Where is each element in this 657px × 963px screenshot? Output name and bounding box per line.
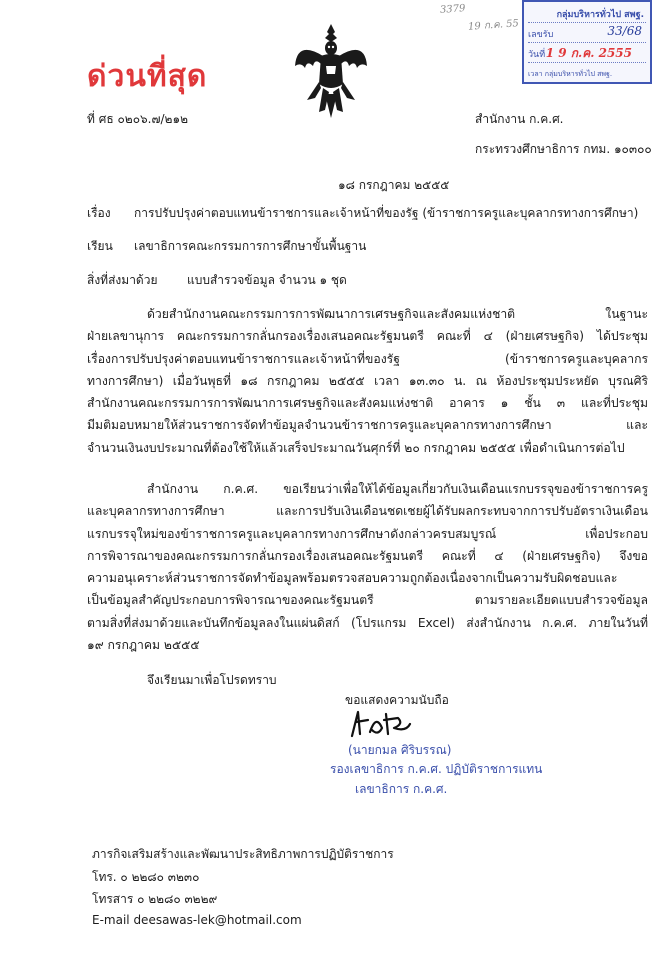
subject-label: เรื่อง [87, 206, 111, 220]
urgent-heading: ด่วนที่สุด [87, 59, 208, 94]
stamp-title: กลุ่มบริหารทั่วไป สพฐ. [556, 10, 644, 20]
telephone: โทร. ๐ ๒๒๘๐ ๓๒๓๐ [92, 870, 200, 884]
para2-line: ตามสิ่งที่ส่งมาด้วยและบันทึกข้อมูลลงในแผ่นดิสก์ (โปรแกรม Excel) ส่งสำนักงาน ก.ค.ศ. ภายในวันที่ [87, 615, 648, 630]
para2-line: ความอนุเคราะห์ส่วนราชการจัดทำข้อมูลพร้อมตรวจสอบความถูกต้องเนื่องจากเป็นความรับผิดชอบและ [87, 571, 618, 586]
para2-line: ๑๙ กรกฎาคม ๒๕๕๕ [87, 638, 200, 653]
document-number: ที่ ศธ ๐๒๐๖.๗/๒๑๒ [87, 112, 188, 126]
body-paragraph-1 [87, 303, 648, 459]
signature-icon [348, 706, 414, 742]
fax: โทรสาร ๐ ๒๒๘๐ ๓๒๒๙ [92, 892, 218, 906]
office-name: สำนักงาน ก.ค.ศ. [475, 112, 564, 126]
para2-line: การพิจารณาของคณะกรรมการกลั่นกรองเรื่องเสนอคณะรัฐมนตรี คณะที่ ๔ (ฝ่ายเศรษฐกิจ) จึงขอ [87, 548, 648, 563]
handwritten-number: 3379 [439, 3, 466, 16]
receive-stamp [522, 0, 652, 84]
para2-line: แรกบรรจุใหม่ของข้าราชการครูและบุคลากรทางการศึกษาดังกล่าวครบสมบูรณ์ เพื่อประกอบ [87, 526, 648, 541]
para1-line: จำนวนเงินงบประมาณที่ต้องใช้ให้แล้วเสร็จประมาณวันศุกร์ที่ ๒๐ กรกฎาคม ๒๕๕๕ เพื่อดำเนินการต่อไป [87, 440, 625, 455]
signer-position: รองเลขาธิการ ก.ค.ศ. ปฏิบัติราชการแทน [330, 762, 543, 776]
enclosure-label: สิ่งที่ส่งมาด้วย [87, 273, 158, 287]
recipient-label: เรียน [87, 239, 113, 253]
enclosure-text: แบบสำรวจข้อมูล จำนวน ๑ ชุด [187, 273, 347, 287]
closing-line: จึงเรียนมาเพื่อโปรดทราบ [147, 673, 277, 687]
recipient-text: เลขาธิการคณะกรรมการการศึกษาขั้นพื้นฐาน [134, 239, 367, 253]
para2-line: สำนักงาน ก.ค.ศ. ขอเรียนว่าเพื่อให้ได้ข้อมูลเกี่ยวกับเงินเดือนแรกบรรจุของข้าราชการครู [147, 482, 648, 496]
stamp-date: 1 9 ก.ค. 2555 [545, 46, 632, 60]
regards: ขอแสดงความนับถือ [345, 693, 449, 707]
email: E-mail deesawas-lek@hotmail.com [92, 913, 302, 927]
stamp-footer: เวลา กลุ่มบริหารทั่วไป สพฐ. [528, 70, 613, 78]
para1-line: มีมติมอบหมายให้ส่วนราชการจัดทำข้อมูลจำนวนข้าราชการครูและบุคลากรทางการศึกษา และ [87, 418, 648, 433]
para1-line: สำนักงานคณะกรรมการการพัฒนาการเศรษฐกิจและสังคมแห่งชาติ อาคาร ๑ ชั้น ๓ และที่ประชุม [87, 396, 648, 411]
para1-line: เรื่องการปรับปรุงค่าตอบแทนข้าราชการและเจ้าหน้าที่ของรัฐ (ข้าราชการครูและบุคลากร [87, 351, 648, 366]
document-date: ๑๘ กรกฎาคม ๒๕๕๕ [338, 178, 450, 192]
para1-line: ฝ่ายเลขานุการ คณะกรรมการกลั่นกรองเรื่องเสนอคณะรัฐมนตรี คณะที่ ๔ (ฝ่ายเศรษฐกิจ) ได้ประชุม [87, 329, 648, 344]
subject-text: การปรับปรุงค่าตอบแทนข้าราชการและเจ้าหน้าที่ของรัฐ (ข้าราชการครูและบุคลากรทางการศึกษา) [134, 206, 639, 220]
ministry-address: กระทรวงศึกษาธิการ กทม. ๑๐๓๐๐ [475, 142, 652, 156]
signer-position-2: เลขาธิการ ก.ค.ศ. [355, 782, 448, 796]
para1-line: ด้วยสำนักงานคณะกรรมการการพัฒนาการเศรษฐกิจและสังคมแห่งชาติ ในฐานะ [147, 307, 648, 321]
handwritten-date: 19 ก.ค. 55 [467, 18, 520, 33]
para2-line: เป็นข้อมูลสำคัญประกอบการพิจารณาของคณะรัฐมนตรี ตามรายละเอียดแบบสำรวจข้อมูล [87, 593, 648, 608]
stamp-date-label: วันที่ [528, 50, 546, 60]
signer-name: (นายกมล ศิริบรรณ) [348, 743, 452, 757]
para2-line: และบุคลากรทางการศึกษา และการปรับเงินเดือนชดเชยผู้ได้รับผลกระทบจากการปรับอัตราเงินเดือน [87, 504, 648, 519]
department: ภารกิจเสริมสร้างและพัฒนาประสิทธิภาพการปฏิบัติราชการ [92, 847, 394, 861]
stamp-receive-label: เลขรับ [528, 30, 554, 40]
garuda-emblem-icon [293, 22, 369, 120]
body-paragraph-2 [87, 478, 648, 656]
para1-line: ทางการศึกษา) เมื่อวันพุธที่ ๑๘ กรกฎาคม ๒๕๕๕ เวลา ๑๓.๓๐ น. ณ ห้องประชุมประหยัด บุรณศิริ [87, 373, 648, 388]
stamp-receive-number: 33/68 [607, 24, 642, 38]
